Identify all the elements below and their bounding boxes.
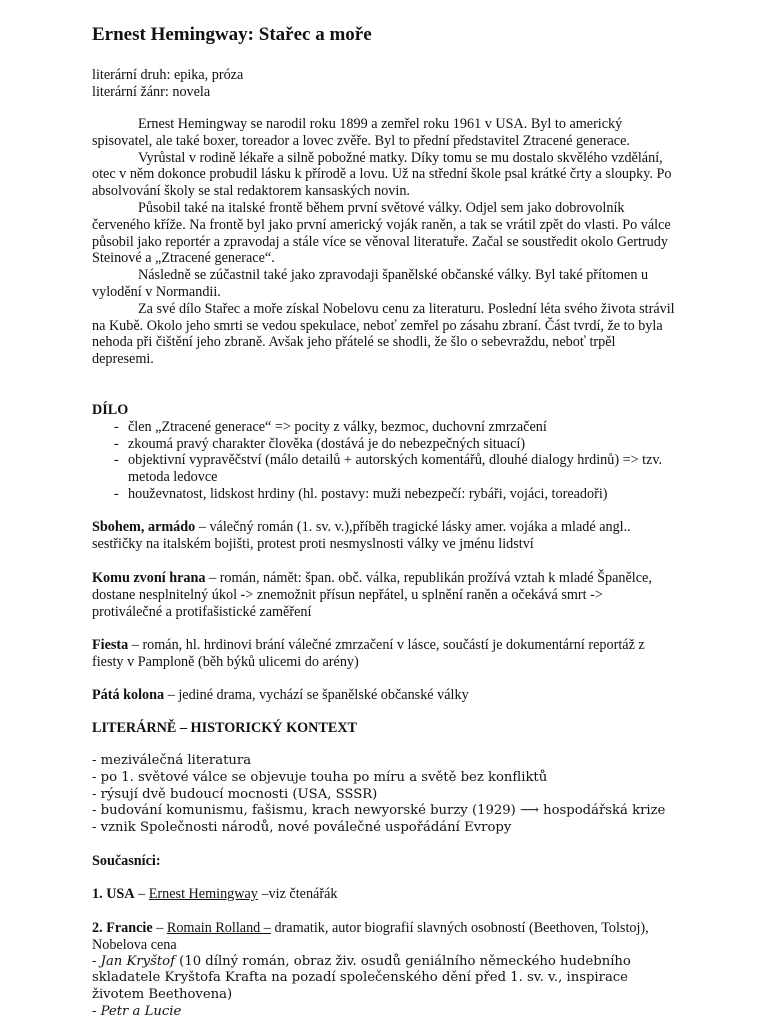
country-label: 2. Francie [92,920,153,936]
meta-block [92,67,676,101]
work-entry: - Petr a Lucie [92,1003,182,1019]
soucasnici-francie [92,920,676,1021]
work-description: – válečný román (1. sv. v.),příběh tragické lásky amer. vojáka a mladé angl.. sestřičky na italském bojišti, protest proti nesmyslnosti války ve jménu lidství [92,519,631,552]
author-name: Ernest Hemingway [148,886,258,902]
work-description: (10 dílný román, obraz živ. osudů geniálního německého hudebního skladatele Kryštofa Krafta na pozadí společenského dění před 1. sv. v., inspirace životem Beethovena) [92,953,631,1003]
literary-kind: literární druh: epika, próza [92,67,244,83]
work-title: Pátá kolona [92,687,165,703]
work-title: Sbohem, armádo [92,519,196,535]
work-title: Petr a Lucie [100,1003,182,1019]
list-item: - objektivní vypravěčství (málo detailů + autorských komentářů, dlouhé dialogy hrdinů) => tzv. metoda ledovce [92,452,676,486]
work-description: – jediné drama, vychází se španělské občanské války [164,687,469,703]
bio-paragraph: Vyrůstal v rodině lékaře a silně pobožné matky. Díky tomu se mu dostalo skvělého vzdělání, otec v něm dokonce probudil lásku k přírodě a lovu. Už na střední škole psal krátké črty a sloupky. Po absolvování školy se stal redaktorem kansaských novin. [92,149,672,200]
bio-paragraph: Za své dílo Stařec a moře získal Nobelovu cenu za literaturu. Poslední léta svého života strávil na Kubě. Okolo jeho smrti se vedou spekulace, neboť zemřel po zásahu zbraní. Část tvrdí, že to byla nehoda při čištění jeho zbraně. Avšak jeho přátelé se shodli, že šlo o sebevraždu, neboť trpěl depresemi. [92,300,675,368]
author-name: Romain Rolland – [166,920,271,936]
dilo-list [92,419,676,503]
bio-paragraph: Působil také na italské frontě během první světové války. Odjel sem jako dobrovolník červeného kříže. Na frontě byl jako první americký voják raněn, a tak se vrátil zpět do vlasti. Po válce působil jako reportér a zpravodaj a stále více se věnoval literatuře. Začal se soustředit okolo Gertrudy Steinové a „Ztracené generace“. [92,199,671,267]
list-item: - rýsují dvě budoucí mocnosti (USA, SSSR) [92,786,378,802]
list-item: - člen „Ztracené generace“ => pocity z války, bezmoc, duchovní zmrzačení [92,419,676,436]
dilo-heading: DÍLO [92,402,129,418]
soucasnici-usa [92,886,676,903]
work-description: – román, hl. hrdinovi brání válečné zmrzačení v lásce, součástí je dokumentární reportáž z fiesty v Pamploně (běh býků ulicemi do arény) [92,637,645,670]
kontext-heading: LITERÁRNĚ – HISTORICKÝ KONTEXT [92,720,358,736]
dilo-section [92,402,676,503]
soucasnici-section [92,853,676,870]
bio-paragraph: Následně se zúčastnil také jako zpravodaji španělské občanské války. Byl také přítomen u vylodění v Normandii. [92,267,649,300]
dash-separator: – [152,920,167,936]
list-item: - meziválečná literatura [92,753,252,768]
work-entry: - Jan Kryštof (10 dílný román, obraz živ. osudů geniálního německého hudebního skladatele Kryštofa Krafta na pozadí společenského dění před 1. sv. v., inspirace životem Beethovena) [92,953,631,1003]
list-item: - budování komunismu, fašismu, krach newyorské burzy (1929) ⟶ hospodářská krize [92,803,666,819]
work-komu-zvoni-hrana [92,570,676,620]
bio-paragraph: Ernest Hemingway se narodil roku 1899 a zemřel roku 1961 v USA. Byl to americký spisovatel, ale také boxer, toreador a lovec zvěře. Byl to přední představitel Ztracené generace. [92,116,630,149]
work-description: – román, námět: špan. obč. válka, republikán prožívá vztah k mladé Španělce, dostane nesplnitelný úkol -> znemožnit přísun nepřátel, u splnění raněn a očekává smrt -> protiválečné a protifašistické zaměření [92,570,652,620]
work-fiesta [92,637,676,671]
soucasnici-heading: Současníci: [92,853,161,869]
list-item: - houževnatost, lidskost hrdiny (hl. postavy: muži nebezpečí: rybáři, vojáci, toreadoři) [92,486,676,503]
list-item: - zkoumá pravý charakter člověka (dostává je do nebezpečných situací) [92,436,676,453]
document-title: Ernest Hemingway: Stařec a moře [92,24,372,45]
list-item: - po 1. světové válce se objevuje touha po míru a světě bez konfliktů [92,769,548,785]
biography [92,116,676,368]
country-label: 1. USA [92,886,135,902]
work-title: Komu zvoní hrana [92,570,206,586]
list-item: - vznik Společnosti národů, nové poválečné uspořádání Evropy [92,820,512,836]
kontext-list [92,753,676,837]
work-title: Fiesta [92,637,129,653]
kontext-section [92,720,676,737]
literary-genre: literární žánr: novela [92,83,211,100]
work-sbohem [92,519,676,553]
author-note: dramatik, autor biografií slavných osobností (Beethoven, Tolstoj), Nobelova cena [92,920,649,953]
author-note: –viz čtenářák [257,886,338,902]
work-title: Jan Kryštof [100,953,175,969]
dash-separator: – [134,886,149,902]
work-pata-kolona [92,687,676,704]
